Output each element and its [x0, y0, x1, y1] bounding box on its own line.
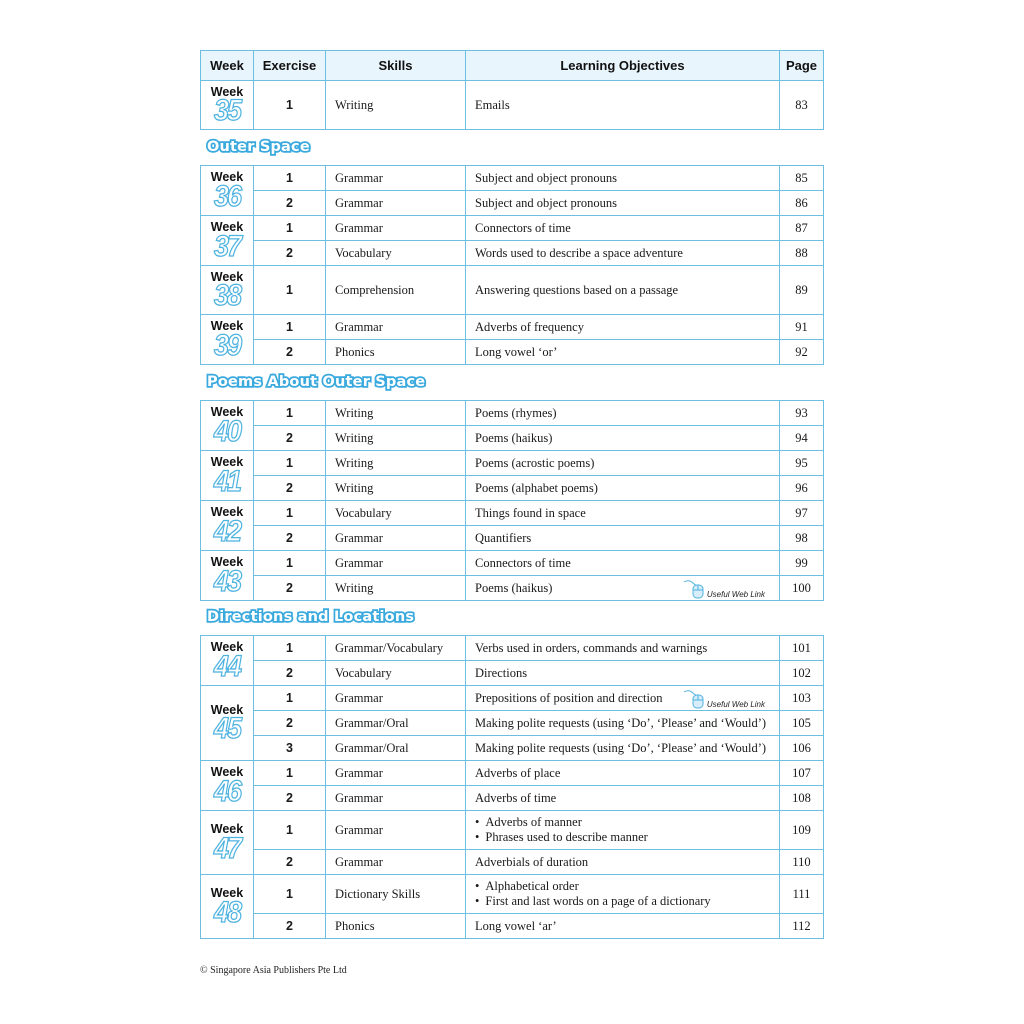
objective-cell: Emails: [466, 81, 780, 130]
week-cell: [201, 216, 254, 266]
skill-cell: Vocabulary: [326, 661, 466, 686]
exercise-cell: 2: [254, 661, 326, 686]
section-title-outer-space: Outer Space: [207, 139, 310, 155]
page-cell: 105: [780, 711, 824, 736]
objective-cell: Poems (rhymes): [466, 401, 780, 426]
section-title-directions: Directions and Locations: [207, 609, 415, 625]
week-number: 45: [213, 711, 241, 745]
page-cell: 92: [780, 340, 824, 365]
table-row: [201, 266, 824, 315]
page-cell: 93: [780, 401, 824, 426]
table-row: [201, 216, 824, 241]
skill-cell: Dictionary Skills: [326, 875, 466, 914]
table-row: [201, 850, 824, 875]
objective-cell: Making polite requests (using ‘Do’, ‘Please’ and ‘Would’): [466, 711, 780, 736]
week-number: 43: [213, 564, 241, 598]
exercise-cell: 2: [254, 786, 326, 811]
skill-cell: Writing: [326, 401, 466, 426]
week-number: 36: [213, 179, 241, 213]
exercise-cell: 3: [254, 736, 326, 761]
page-cell: 107: [780, 761, 824, 786]
objective-cell: Verbs used in orders, commands and warnings: [466, 636, 780, 661]
page-cell: 100: [780, 576, 824, 601]
header-row: [201, 51, 824, 81]
exercise-cell: 1: [254, 166, 326, 191]
exercise-cell: 2: [254, 711, 326, 736]
contents-table-4: [200, 635, 824, 939]
page-cell: 111: [780, 875, 824, 914]
table-row: [201, 401, 824, 426]
table-row: [201, 451, 824, 476]
page-cell: 109: [780, 811, 824, 850]
skill-cell: Grammar: [326, 850, 466, 875]
week-number: 47: [213, 831, 241, 865]
table-row: [201, 661, 824, 686]
week-label: Week: [210, 405, 244, 420]
header-skills: Skills: [326, 51, 466, 81]
skill-cell: Grammar: [326, 786, 466, 811]
objective-text: Poems (haikus): [475, 580, 553, 595]
week-label: Week: [210, 84, 244, 99]
objective-cell: Things found in space: [466, 501, 780, 526]
header-week: Week: [201, 51, 254, 81]
week-label: Week: [210, 505, 244, 520]
exercise-cell: 1: [254, 875, 326, 914]
table-row: [201, 686, 824, 711]
skill-cell: Grammar/Oral: [326, 711, 466, 736]
week-label: Week: [210, 455, 244, 470]
page-cell: 88: [780, 241, 824, 266]
skill-cell: Grammar: [326, 686, 466, 711]
page-cell: 94: [780, 426, 824, 451]
objective-bullet: • Alphabetical order: [475, 879, 779, 894]
week-cell: [201, 811, 254, 875]
useful-web-link-label: Useful Web Link: [706, 700, 765, 709]
objective-bullets: [475, 815, 779, 845]
exercise-cell: 1: [254, 216, 326, 241]
table-row: [201, 736, 824, 761]
exercise-cell: 2: [254, 850, 326, 875]
exercise-cell: 1: [254, 451, 326, 476]
table-row: [201, 576, 824, 601]
skill-cell: Grammar: [326, 166, 466, 191]
objective-cell: Adverbials of duration: [466, 850, 780, 875]
skill-cell: Phonics: [326, 340, 466, 365]
objective-cell: Answering questions based on a passage: [466, 266, 780, 315]
objective-cell: Subject and object pronouns: [466, 191, 780, 216]
objective-cell: Adverbs of place: [466, 761, 780, 786]
skill-cell: Comprehension: [326, 266, 466, 315]
table-row: [201, 81, 824, 130]
contents-table-2: [200, 165, 824, 365]
skill-cell: Vocabulary: [326, 501, 466, 526]
table-row: [201, 241, 824, 266]
table-row: [201, 914, 824, 939]
week-number: 38: [213, 278, 241, 312]
exercise-cell: 1: [254, 315, 326, 340]
exercise-cell: 1: [254, 761, 326, 786]
objective-cell: Long vowel ‘ar’: [466, 914, 780, 939]
objective-cell: Quantifiers: [466, 526, 780, 551]
useful-web-link-label: Useful Web Link: [706, 590, 765, 599]
skill-cell: Grammar: [326, 191, 466, 216]
exercise-cell: 1: [254, 81, 326, 130]
objective-cell: [466, 576, 780, 601]
skill-cell: Writing: [326, 426, 466, 451]
objective-cell: Adverbs of frequency: [466, 315, 780, 340]
mouse-icon: [683, 579, 709, 599]
week-cell: [201, 761, 254, 811]
week-cell: [201, 315, 254, 365]
page-cell: 101: [780, 636, 824, 661]
skill-cell: Grammar: [326, 315, 466, 340]
skill-cell: Grammar/Oral: [326, 736, 466, 761]
page-cell: 110: [780, 850, 824, 875]
exercise-cell: 1: [254, 686, 326, 711]
useful-web-link[interactable]: [683, 689, 765, 709]
table-row: [201, 426, 824, 451]
skill-cell: Vocabulary: [326, 241, 466, 266]
exercise-cell: 2: [254, 526, 326, 551]
header-objectives: Learning Objectives: [466, 51, 780, 81]
page-cell: 112: [780, 914, 824, 939]
skill-cell: Phonics: [326, 914, 466, 939]
table-row: [201, 786, 824, 811]
week-number: 35: [213, 93, 241, 127]
page-cell: 106: [780, 736, 824, 761]
week-label: Week: [210, 170, 244, 185]
header-exercise: Exercise: [254, 51, 326, 81]
contents-table-3: [200, 400, 824, 601]
skill-cell: Grammar: [326, 761, 466, 786]
table-row: [201, 340, 824, 365]
skill-cell: Grammar: [326, 811, 466, 850]
section-title-poems: Poems About Outer Space: [207, 374, 426, 390]
objective-cell: Connectors of time: [466, 216, 780, 241]
exercise-cell: 2: [254, 191, 326, 216]
objective-bullet: • First and last words on a page of a dictionary: [475, 894, 779, 909]
week-number: 37: [213, 229, 241, 263]
objective-cell: Long vowel ‘or’: [466, 340, 780, 365]
page-cell: 108: [780, 786, 824, 811]
week-number: 44: [213, 649, 241, 683]
week-cell: [201, 686, 254, 761]
table-row: [201, 811, 824, 850]
page-cell: 96: [780, 476, 824, 501]
objective-cell: Making polite requests (using ‘Do’, ‘Please’ and ‘Would’): [466, 736, 780, 761]
week-label: Week: [210, 640, 244, 655]
table-row: [201, 315, 824, 340]
page-cell: 85: [780, 166, 824, 191]
week-cell: [201, 166, 254, 216]
table-row: [201, 476, 824, 501]
objective-cell: Poems (haikus): [466, 426, 780, 451]
week-label: Week: [210, 822, 244, 837]
skill-cell: Grammar: [326, 216, 466, 241]
week-cell: [201, 636, 254, 686]
skill-cell: Writing: [326, 81, 466, 130]
week-number: 39: [213, 328, 241, 362]
mouse-icon: [683, 689, 709, 709]
objective-bullets: [475, 879, 779, 909]
week-number: 48: [213, 895, 241, 929]
page-cell: 95: [780, 451, 824, 476]
page-cell: 86: [780, 191, 824, 216]
objective-cell: [466, 811, 780, 850]
table-row: [201, 551, 824, 576]
exercise-cell: 1: [254, 636, 326, 661]
week-label: Week: [210, 220, 244, 235]
objective-cell: Adverbs of time: [466, 786, 780, 811]
week-cell: [201, 875, 254, 939]
exercise-cell: 2: [254, 340, 326, 365]
exercise-cell: 1: [254, 266, 326, 315]
exercise-cell: 2: [254, 914, 326, 939]
week-cell: [201, 401, 254, 451]
week-label: Week: [210, 555, 244, 570]
exercise-cell: 1: [254, 551, 326, 576]
week-number: 46: [213, 774, 241, 808]
page-cell: 89: [780, 266, 824, 315]
header-page: Page: [780, 51, 824, 81]
objective-cell: [466, 875, 780, 914]
exercise-cell: 2: [254, 576, 326, 601]
exercise-cell: 1: [254, 401, 326, 426]
objective-cell: Words used to describe a space adventure: [466, 241, 780, 266]
objective-bullet: • Phrases used to describe manner: [475, 830, 779, 845]
page-cell: 98: [780, 526, 824, 551]
table-row: [201, 166, 824, 191]
week-cell: [201, 266, 254, 315]
exercise-cell: 2: [254, 476, 326, 501]
page-cell: 102: [780, 661, 824, 686]
week-label: Week: [210, 886, 244, 901]
objective-cell: Connectors of time: [466, 551, 780, 576]
table-row: [201, 526, 824, 551]
week-cell: [201, 551, 254, 601]
week-cell: [201, 501, 254, 551]
week-number: 42: [213, 514, 241, 548]
objective-bullet: • Adverbs of manner: [475, 815, 779, 830]
table-row: [201, 761, 824, 786]
objective-cell: Directions: [466, 661, 780, 686]
skill-cell: Writing: [326, 451, 466, 476]
skill-cell: Grammar: [326, 526, 466, 551]
table-row: [201, 501, 824, 526]
week-cell: [201, 81, 254, 130]
table-row: [201, 711, 824, 736]
page-cell: 91: [780, 315, 824, 340]
skill-cell: Writing: [326, 576, 466, 601]
page-cell: 99: [780, 551, 824, 576]
objective-cell: Subject and object pronouns: [466, 166, 780, 191]
page-cell: 103: [780, 686, 824, 711]
objective-text: Prepositions of position and direction: [475, 690, 663, 705]
week-cell: [201, 451, 254, 501]
useful-web-link[interactable]: [683, 579, 765, 599]
objective-cell: [466, 686, 780, 711]
skill-cell: Grammar: [326, 551, 466, 576]
week-label: Week: [210, 765, 244, 780]
week-label: Week: [210, 702, 244, 717]
week-number: 40: [213, 414, 241, 448]
skill-cell: Writing: [326, 476, 466, 501]
objective-cell: Poems (alphabet poems): [466, 476, 780, 501]
exercise-cell: 2: [254, 241, 326, 266]
table-row: [201, 636, 824, 661]
table-row: [201, 875, 824, 914]
week-label: Week: [210, 269, 244, 284]
contents-table-1: [200, 50, 824, 130]
objective-cell: Poems (acrostic poems): [466, 451, 780, 476]
table-row: [201, 191, 824, 216]
skill-cell: Grammar/Vocabulary: [326, 636, 466, 661]
page-cell: 97: [780, 501, 824, 526]
page-cell: 83: [780, 81, 824, 130]
page-cell: 87: [780, 216, 824, 241]
copyright-footer: © Singapore Asia Publishers Pte Ltd: [200, 965, 347, 976]
exercise-cell: 1: [254, 501, 326, 526]
exercise-cell: 1: [254, 811, 326, 850]
exercise-cell: 2: [254, 426, 326, 451]
week-number: 41: [213, 464, 241, 498]
week-label: Week: [210, 319, 244, 334]
